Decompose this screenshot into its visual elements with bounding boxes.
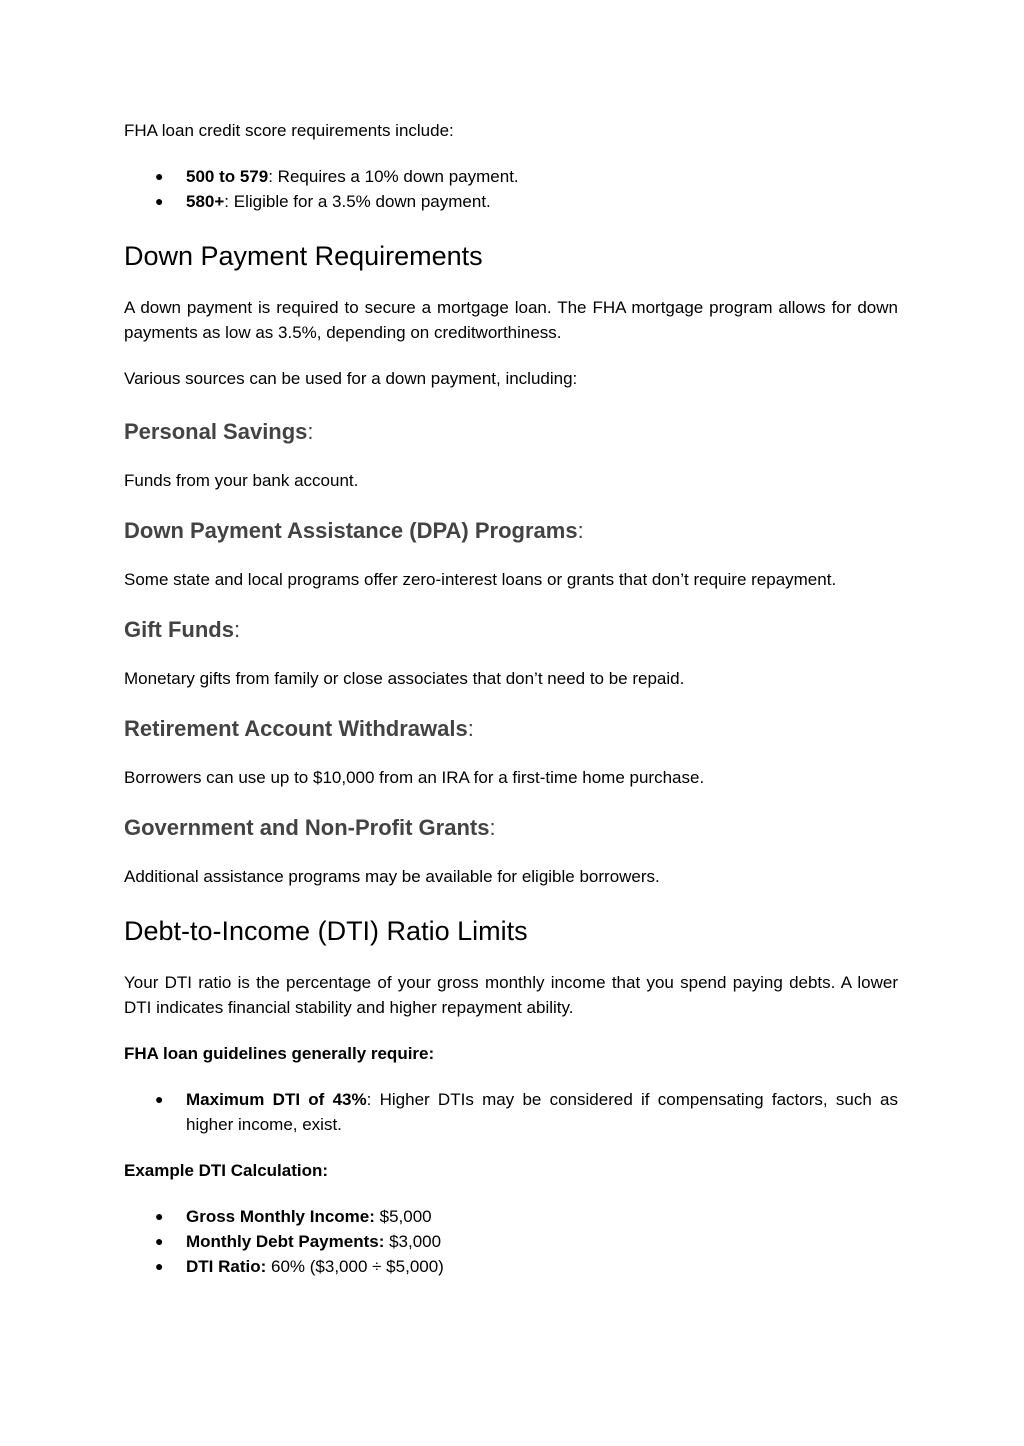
dpa-programs-text: Some state and local programs offer zero-interest loans or grants that don’t require repayment. (124, 570, 837, 589)
down-payment-paragraph: A down payment is required to secure a mortgage loan. The FHA mortgage program allows for down payments as low as 3.5%, depending on creditworthiness. (124, 298, 898, 342)
list-item-label: Monthly Debt Payments: (186, 1232, 385, 1251)
document-page (124, 118, 898, 1279)
bullet-icon: ● (155, 1091, 164, 1107)
heading-dti: Debt-to-Income (DTI) Ratio Limits (124, 916, 528, 946)
list-item (124, 1254, 898, 1279)
list-item-text: 60% ($3,000 ÷ $5,000) (266, 1257, 444, 1276)
retirement-withdrawals-text: Borrowers can use up to $10,000 from an IRA for a first-time home purchase. (124, 768, 705, 787)
list-item (124, 1229, 898, 1254)
bullet-icon: ● (155, 193, 164, 209)
personal-savings-text: Funds from your bank account. (124, 471, 359, 490)
bullet-icon: ● (155, 1208, 164, 1224)
list-item (124, 164, 898, 189)
heading-dpa-programs: Down Payment Assistance (DPA) Programs: (124, 518, 584, 543)
list-item (124, 1087, 898, 1137)
dti-example-list (124, 1204, 898, 1279)
dti-example-label: Example DTI Calculation: (124, 1161, 329, 1180)
heading-personal-savings: Personal Savings: (124, 419, 314, 444)
gift-funds-text: Monetary gifts from family or close associates that don’t need to be repaid. (124, 669, 685, 688)
bullet-icon: ● (155, 1258, 164, 1274)
list-item-label: Gross Monthly Income: (186, 1207, 375, 1226)
list-item-label: 580+ (186, 192, 225, 211)
dti-guidelines-list (124, 1087, 898, 1137)
heading-government-grants: Government and Non-Profit Grants: (124, 815, 496, 840)
list-item-text: $5,000 (374, 1207, 432, 1226)
list-item-label: DTI Ratio: (186, 1257, 267, 1276)
down-payment-sources-intro: Various sources can be used for a down payment, including: (124, 369, 578, 388)
list-item-text: : Requires a 10% down payment. (268, 167, 519, 186)
list-item-text: $3,000 (384, 1232, 442, 1251)
credit-intro: FHA loan credit score requirements include: (124, 121, 454, 140)
heading-down-payment: Down Payment Requirements (124, 241, 483, 271)
list-item (124, 189, 898, 214)
dti-guidelines-label: FHA loan guidelines generally require: (124, 1044, 435, 1063)
heading-gift-funds: Gift Funds: (124, 617, 241, 642)
list-item-label: Maximum DTI of 43% (186, 1090, 367, 1109)
list-item (124, 1204, 898, 1229)
heading-retirement-withdrawals: Retirement Account Withdrawals: (124, 716, 474, 741)
credit-score-list (124, 164, 898, 214)
list-item-label: 500 to 579 (186, 167, 269, 186)
bullet-icon: ● (155, 1233, 164, 1249)
list-item-text: : Higher DTIs may be considered if compensating factors, such as higher income, exist. (186, 1090, 898, 1134)
bullet-icon: ● (155, 168, 164, 184)
government-grants-text: Additional assistance programs may be available for eligible borrowers. (124, 867, 660, 886)
list-item-text: : Eligible for a 3.5% down payment. (224, 192, 491, 211)
dti-paragraph: Your DTI ratio is the percentage of your gross monthly income that you spend paying debts. A lower DTI indicates financial stability and higher repayment ability. (124, 973, 898, 1017)
